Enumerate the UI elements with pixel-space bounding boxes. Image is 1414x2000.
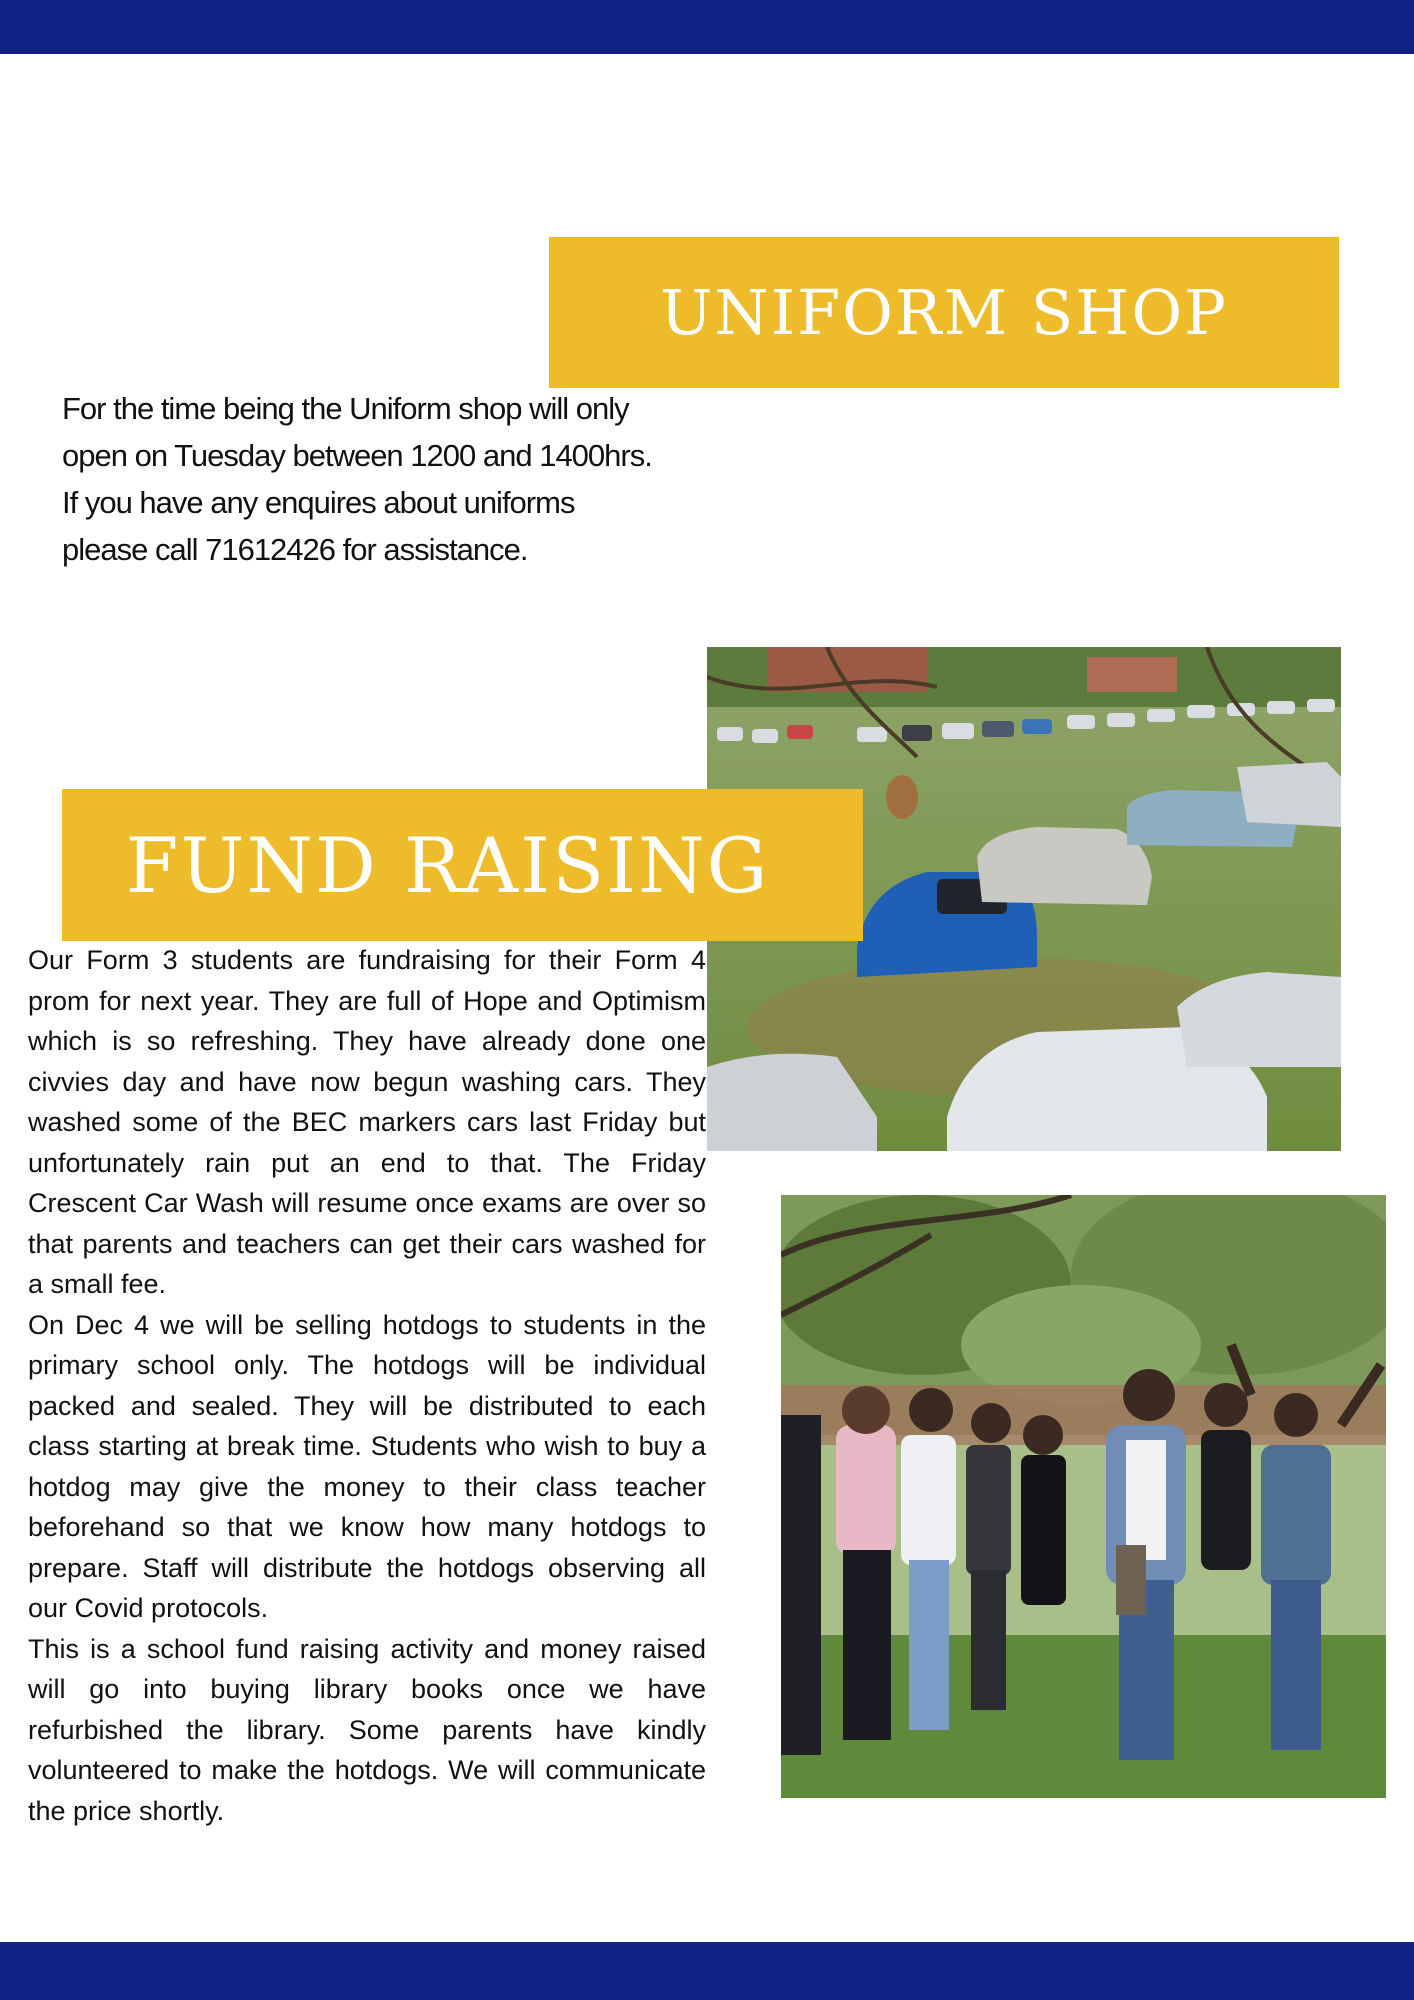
uniform-shop-text bbox=[62, 385, 712, 573]
fund-paragraph: On Dec 4 we will be selling hotdogs to students in the primary school only. The hotdogs will be individual packed and sealed. They will be distributed to each class starting at break time. Students who wish to buy a hotdog may give the money to their class teacher beforehand so that we know how many hotdogs to prepare. Staff will distribute the hotdogs observing all our Covid protocols. bbox=[28, 1309, 706, 1623]
fund-raising-heading-text: FUND RAISING bbox=[125, 820, 770, 910]
bottom-band bbox=[0, 1942, 1414, 2000]
fund-raising-text bbox=[28, 940, 706, 1831]
students-photo bbox=[781, 1195, 1386, 1798]
uniform-line: If you have any enquires about uniforms bbox=[62, 485, 575, 520]
uniform-line: please call 71612426 for assistance. bbox=[62, 532, 528, 567]
uniform-shop-heading-text: UNIFORM SHOP bbox=[660, 276, 1228, 349]
uniform-line: open on Tuesday between 1200 and 1400hrs. bbox=[62, 438, 652, 473]
fund-paragraph: Our Form 3 students are fundraising for their Form 4 prom for next year. They are full of Hope and Optimism which is so refreshing. They have already done one civvies day and have now begun washing cars. They washed some of the BEC markers cars last Friday but unfortunately rain put an end to that. The Friday Crescent Car Wash will resume once exams are over so that parents and teachers can get their cars washed for a small fee. bbox=[28, 945, 706, 1299]
uniform-line: For the time being the Uniform shop will only bbox=[62, 391, 629, 426]
fund-paragraph: This is a school fund raising activity and money raised will go into buying library books once we have refurbished the library. Some parents have kindly volunteered to make the hotdogs. We will communicate the price shortly. bbox=[28, 1633, 706, 1826]
uniform-shop-heading bbox=[549, 237, 1339, 388]
fund-raising-heading bbox=[62, 789, 863, 941]
top-band bbox=[0, 0, 1414, 54]
